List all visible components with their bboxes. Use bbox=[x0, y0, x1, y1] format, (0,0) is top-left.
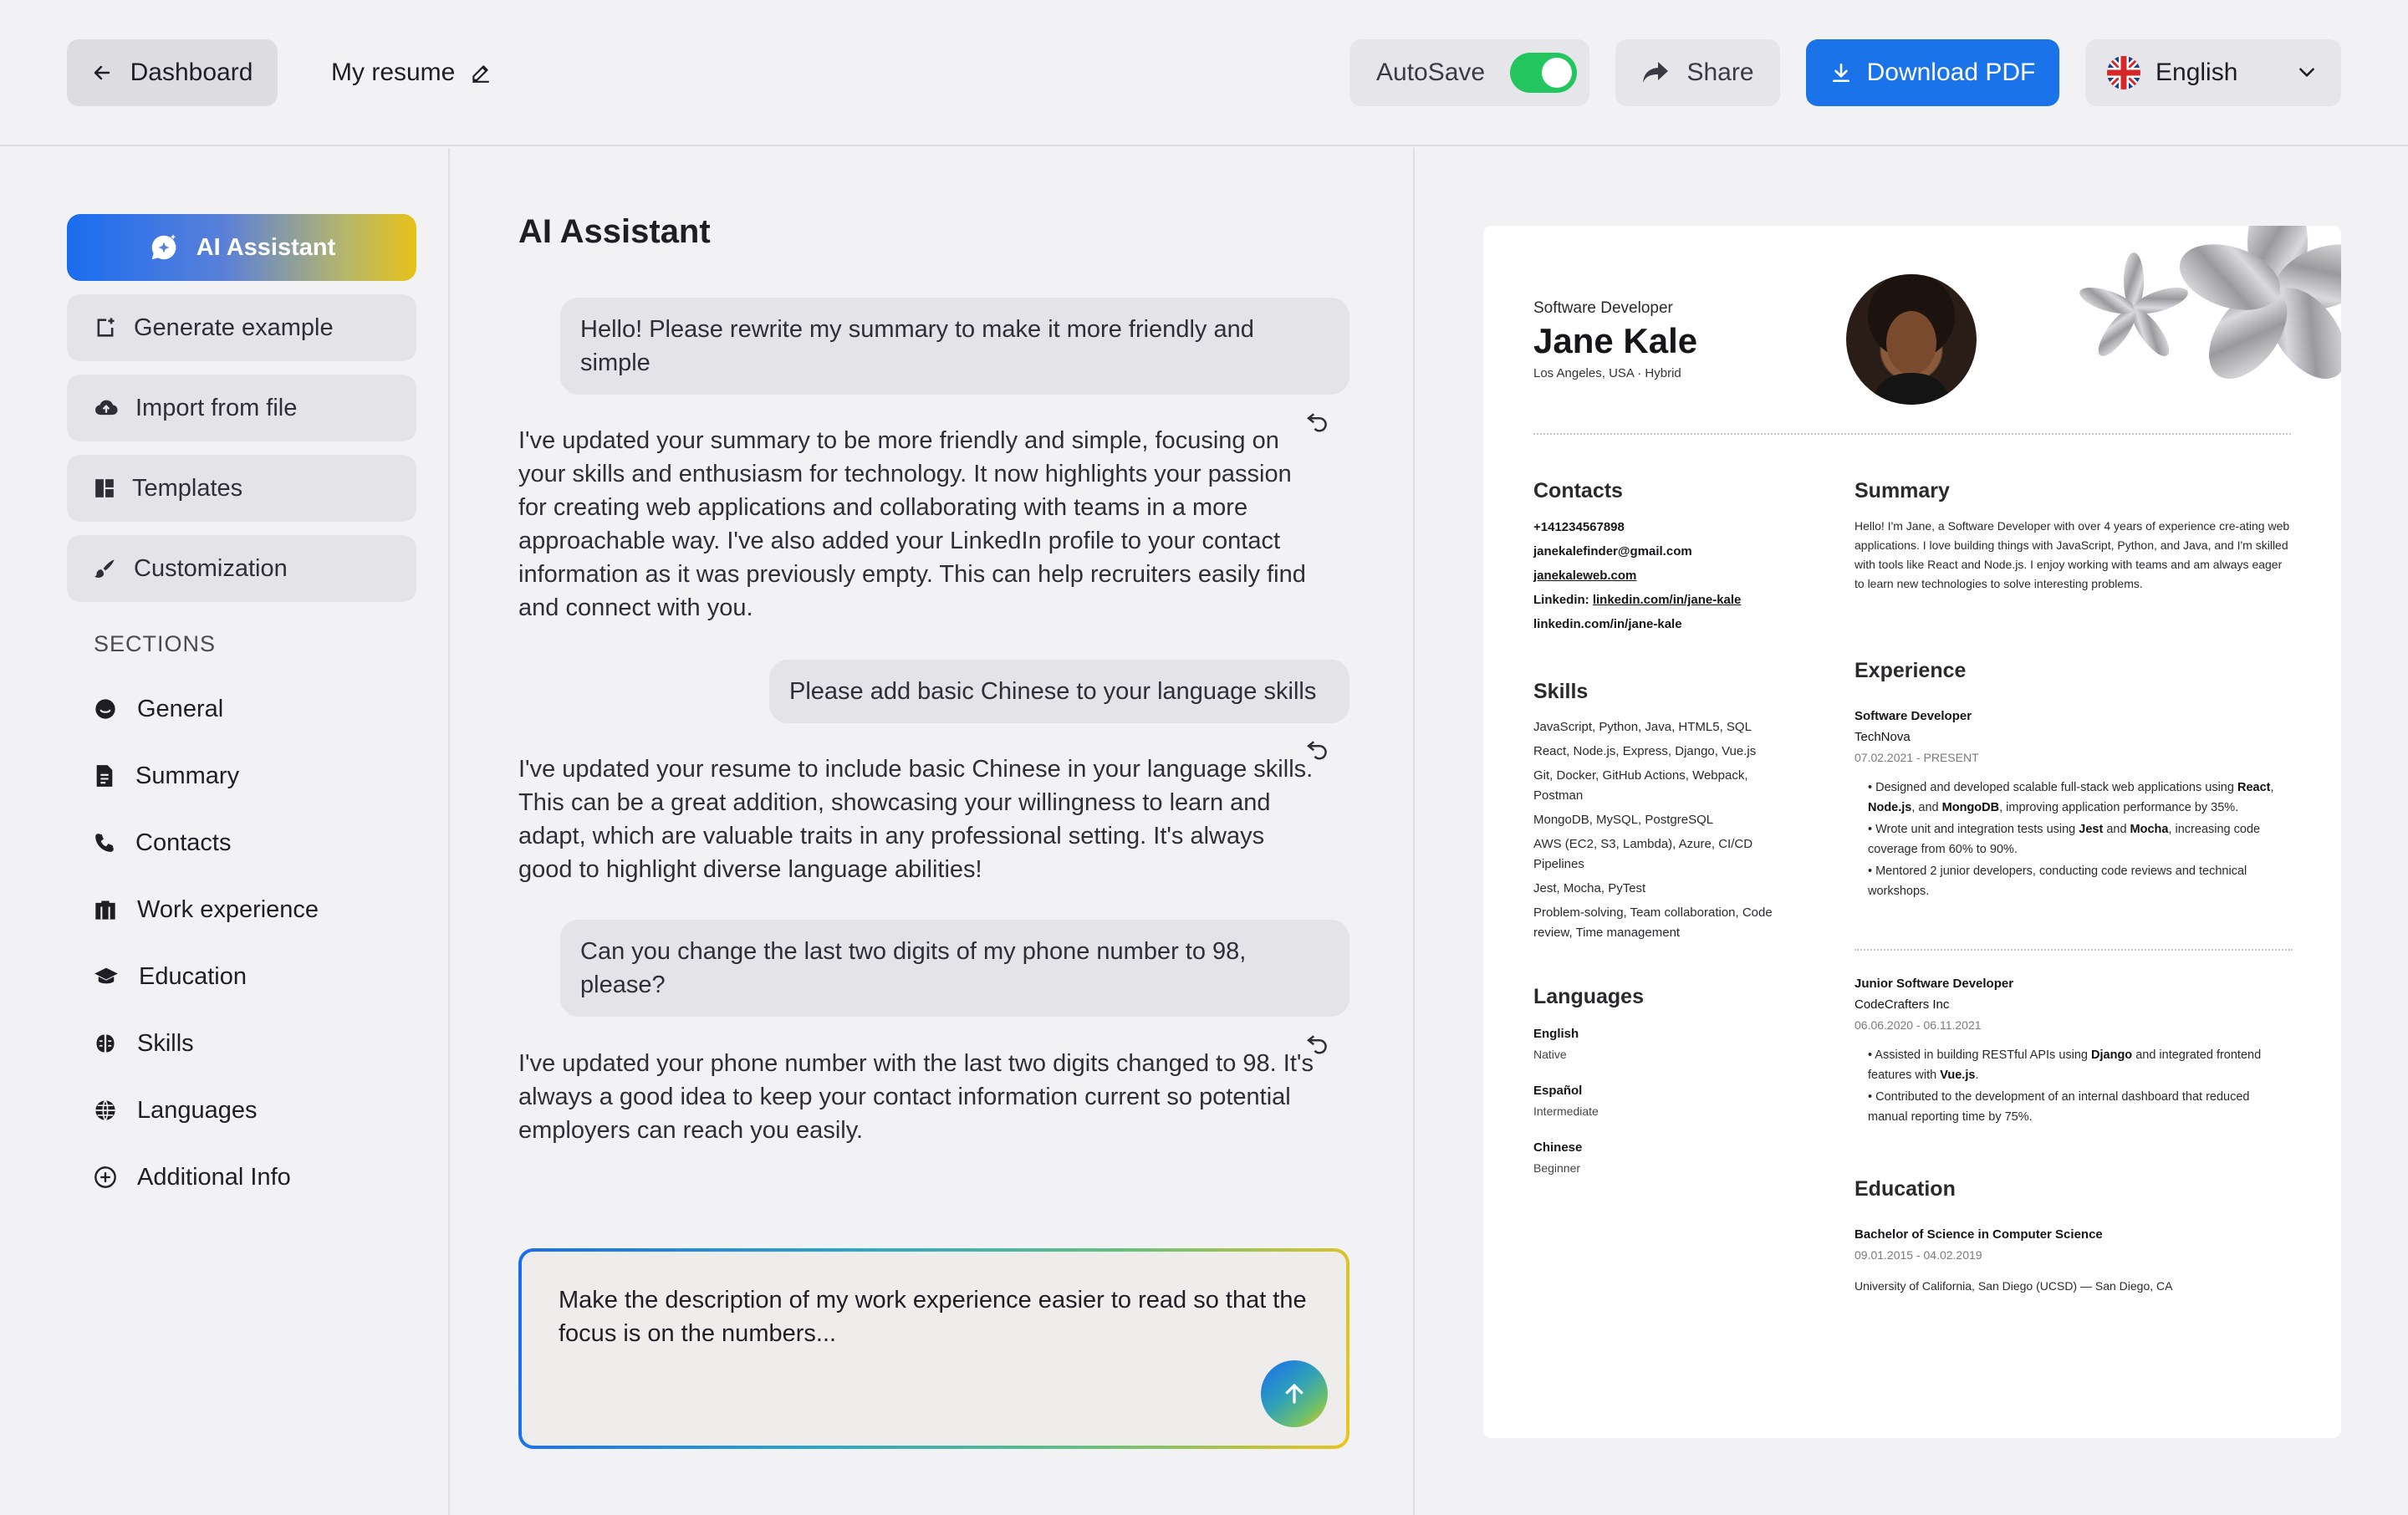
share-button[interactable] bbox=[1615, 39, 1780, 106]
import-from-file-label: Import from file bbox=[135, 394, 298, 421]
contact-email[interactable]: janekalefinder@gmail.com bbox=[1533, 544, 1692, 559]
job-dates: 06.06.2020 - 06.11.2021 bbox=[1854, 1018, 1982, 1032]
templates-button[interactable] bbox=[67, 455, 416, 522]
user-message: Please add basic Chinese to your language skills bbox=[769, 660, 1349, 723]
section-contacts[interactable] bbox=[94, 822, 231, 864]
job-bullet: • Mentored 2 junior developers, conducting code reviews and technical workshops. bbox=[1868, 865, 2247, 898]
job-bullet: • Assisted in building RESTful APIs using Django and integrated frontend features with Vue.js. bbox=[1868, 1048, 2262, 1082]
download-icon bbox=[1830, 62, 1852, 84]
user-message: Hello! Please rewrite my summary to make it more friendly and simple bbox=[560, 298, 1349, 395]
undo-icon[interactable] bbox=[1304, 409, 1329, 434]
contacts-heading: Contacts bbox=[1533, 479, 1623, 502]
linkedin-label: Linkedin: bbox=[1533, 593, 1589, 607]
decorative-flower-icon bbox=[2069, 226, 2341, 401]
globe-icon bbox=[94, 1099, 117, 1122]
section-education-label: Education bbox=[139, 962, 247, 990]
assistant-message: I've updated your resume to include basic Chinese in your language skills. This can be a great addition, showcasing your willingness to learn and adapt, which are valuable traits in any professional setting. It's always good to highlight diverse language abilities! bbox=[518, 756, 1314, 883]
download-pdf-button[interactable] bbox=[1806, 39, 2059, 106]
job-title: Software Developer bbox=[1854, 709, 1972, 723]
skill-item: React, Node.js, Express, Django, Vue.js bbox=[1533, 744, 1757, 758]
job-bullet: • Wrote unit and integration tests using Jest and Mocha, increasing code coverage from 60% to 90%. bbox=[1868, 823, 2261, 856]
summary-text: Hello! I'm Jane, a Software Developer with over 4 years of experience cre-ating web applications. I love building things with JavaScript, Python, and Java, and I'm skilled with tools like React and Node.js. I enjoy working with teams and am always eager to learn new technologies to solve interesting problems. bbox=[1854, 519, 2290, 590]
sidebar bbox=[0, 148, 450, 1515]
resume-title-text: My resume bbox=[331, 59, 456, 86]
education-heading: Education bbox=[1854, 1177, 1956, 1201]
job-bullets bbox=[1868, 1045, 2286, 1127]
pencil-icon[interactable] bbox=[470, 62, 492, 84]
job-title: Junior Software Developer bbox=[1854, 977, 2014, 991]
arrow-up-icon bbox=[1282, 1381, 1307, 1406]
undo-icon[interactable] bbox=[1304, 1031, 1329, 1056]
assistant-message: I've updated your summary to be more friendly and simple, focusing on your skills and enthusiasm for technology. It now highlights your passion for creating web applications and collaborating with teams in a more approachable way. I've also added your LinkedIn profile to your contact information as it was previously empty. This can help recruiters easily find and connect with you. bbox=[518, 427, 1306, 621]
new-document-icon bbox=[94, 316, 117, 339]
download-pdf-label: Download PDF bbox=[1866, 59, 2036, 86]
chevron-down-icon bbox=[2296, 61, 2318, 83]
chat-title: AI Assistant bbox=[518, 213, 711, 250]
section-summary[interactable] bbox=[94, 755, 239, 797]
section-skills[interactable] bbox=[94, 1023, 194, 1064]
job-bullet: • Designed and developed scalable full-stack web applications using React, Node.js, and MongoDB, improving application performance by 35%. bbox=[1868, 781, 2274, 814]
section-languages[interactable] bbox=[94, 1089, 258, 1131]
language-select[interactable] bbox=[2085, 39, 2341, 106]
section-summary-label: Summary bbox=[135, 762, 240, 789]
document-icon bbox=[94, 764, 115, 788]
resume-role: Software Developer bbox=[1533, 299, 1673, 317]
share-arrow-icon bbox=[1641, 60, 1670, 85]
ai-assistant-button[interactable] bbox=[67, 214, 416, 281]
section-additional-info-label: Additional Info bbox=[137, 1163, 291, 1191]
section-languages-label: Languages bbox=[137, 1096, 258, 1124]
education-dates: 09.01.2015 - 04.02.2019 bbox=[1854, 1248, 1982, 1262]
ai-chat-icon bbox=[148, 232, 180, 263]
section-general-label: General bbox=[137, 695, 224, 722]
job-bullet: • Contributed to the development of an internal dashboard that reduced manual reporting time by 75%. bbox=[1868, 1090, 2250, 1124]
customization-label: Customization bbox=[134, 554, 288, 582]
import-from-file-button[interactable] bbox=[67, 375, 416, 441]
templates-label: Templates bbox=[132, 474, 243, 502]
dashboard-button[interactable] bbox=[67, 39, 278, 106]
contact-linkedin[interactable] bbox=[1533, 593, 1741, 607]
resume-preview bbox=[1483, 226, 2341, 1438]
job-company: TechNova bbox=[1854, 730, 1911, 744]
generate-example-button[interactable] bbox=[67, 294, 416, 361]
customization-button[interactable] bbox=[67, 535, 416, 602]
skill-item: JavaScript, Python, Java, HTML5, SQL bbox=[1533, 720, 1752, 734]
cloud-upload-icon bbox=[94, 396, 119, 420]
section-contacts-label: Contacts bbox=[135, 829, 232, 856]
language-level: Native bbox=[1533, 1048, 1567, 1061]
uk-flag-icon bbox=[2107, 56, 2140, 89]
skill-item: Jest, Mocha, PyTest bbox=[1533, 881, 1646, 895]
autosave-toggle[interactable] bbox=[1510, 53, 1577, 93]
chat-input-field[interactable] bbox=[522, 1252, 1346, 1446]
briefcase-icon bbox=[94, 899, 117, 921]
resume-title[interactable] bbox=[331, 39, 492, 106]
contact-website[interactable]: janekaleweb.com bbox=[1533, 569, 1637, 583]
top-bar bbox=[0, 0, 2408, 146]
job-company: CodeCrafters Inc bbox=[1854, 997, 1950, 1012]
skill-item: MongoDB, MySQL, PostgreSQL bbox=[1533, 813, 1714, 827]
plus-circle-icon bbox=[94, 1166, 117, 1189]
chat-input-value: Make the description of my work experience easier to read so that the focus is on the numbers... bbox=[559, 1287, 1307, 1347]
brain-icon bbox=[94, 1032, 117, 1055]
generate-example-label: Generate example bbox=[134, 314, 334, 341]
skills-heading: Skills bbox=[1533, 680, 1589, 703]
education-school: University of California, San Diego (UCSD) — San Diego, CA bbox=[1854, 1279, 2173, 1293]
language-level: Intermediate bbox=[1533, 1104, 1599, 1118]
experience-separator bbox=[1854, 949, 2293, 951]
user-message: Can you change the last two digits of my phone number to 98, please? bbox=[560, 920, 1349, 1017]
header-divider bbox=[1533, 433, 2291, 435]
sections-heading: SECTIONS bbox=[94, 631, 217, 656]
language-level: Beginner bbox=[1533, 1161, 1581, 1175]
resume-location: Los Angeles, USA · Hybrid bbox=[1533, 366, 1681, 380]
undo-icon[interactable] bbox=[1304, 737, 1329, 762]
avatar bbox=[1846, 274, 1977, 405]
job-bullets bbox=[1868, 778, 2286, 901]
chat-input[interactable] bbox=[518, 1248, 1349, 1449]
language-name: Chinese bbox=[1533, 1140, 1583, 1155]
job-dates: 07.02.2021 - PRESENT bbox=[1854, 751, 1979, 764]
dashboard-label: Dashboard bbox=[130, 59, 253, 86]
smiley-icon bbox=[94, 697, 117, 721]
skill-item: AWS (EC2, S3, Lambda), Azure, CI/CD Pipelines bbox=[1533, 837, 1753, 871]
resume-name: Jane Kale bbox=[1533, 321, 1698, 360]
linkedin-url[interactable]: linkedin.com/in/jane-kale bbox=[1592, 593, 1742, 607]
language-value: English bbox=[2155, 59, 2238, 86]
summary-heading: Summary bbox=[1854, 479, 1950, 502]
language-name: English bbox=[1533, 1027, 1579, 1041]
skill-item: Problem-solving, Team collaboration, Code review, Time management bbox=[1533, 905, 1773, 940]
share-label: Share bbox=[1686, 59, 1754, 86]
paint-brush-icon bbox=[94, 557, 117, 580]
education-degree: Bachelor of Science in Computer Science bbox=[1854, 1227, 2103, 1242]
section-general[interactable] bbox=[94, 688, 223, 730]
contact-phone: +141234567898 bbox=[1533, 520, 1625, 534]
skills-list bbox=[1533, 717, 1784, 943]
language-name: Español bbox=[1533, 1084, 1583, 1098]
languages-heading: Languages bbox=[1533, 985, 1644, 1008]
assistant-message: I've updated your phone number with the last two digits changed to 98. It's always a good idea to keep your contact information current so potential employers can reach you easily. bbox=[518, 1050, 1314, 1144]
ai-assistant-label: AI Assistant bbox=[196, 233, 336, 261]
skill-item: Git, Docker, GitHub Actions, Webpack, Postman bbox=[1533, 768, 1748, 803]
phone-icon bbox=[94, 832, 115, 854]
section-additional-info[interactable] bbox=[94, 1156, 291, 1198]
section-work-experience-label: Work experience bbox=[137, 895, 319, 923]
section-skills-label: Skills bbox=[137, 1029, 194, 1057]
autosave-control bbox=[1349, 39, 1589, 106]
experience-heading: Experience bbox=[1854, 659, 1967, 682]
section-work-experience[interactable] bbox=[94, 889, 319, 931]
send-button[interactable] bbox=[1261, 1360, 1328, 1427]
arrow-left-icon bbox=[92, 63, 112, 83]
ai-chat-panel bbox=[452, 148, 1415, 1515]
templates-icon bbox=[94, 477, 115, 499]
section-education[interactable] bbox=[94, 956, 247, 997]
graduation-cap-icon bbox=[94, 965, 119, 988]
autosave-label: AutoSave bbox=[1376, 59, 1486, 86]
contact-linkedin-plain: linkedin.com/in/jane-kale bbox=[1533, 617, 1682, 631]
